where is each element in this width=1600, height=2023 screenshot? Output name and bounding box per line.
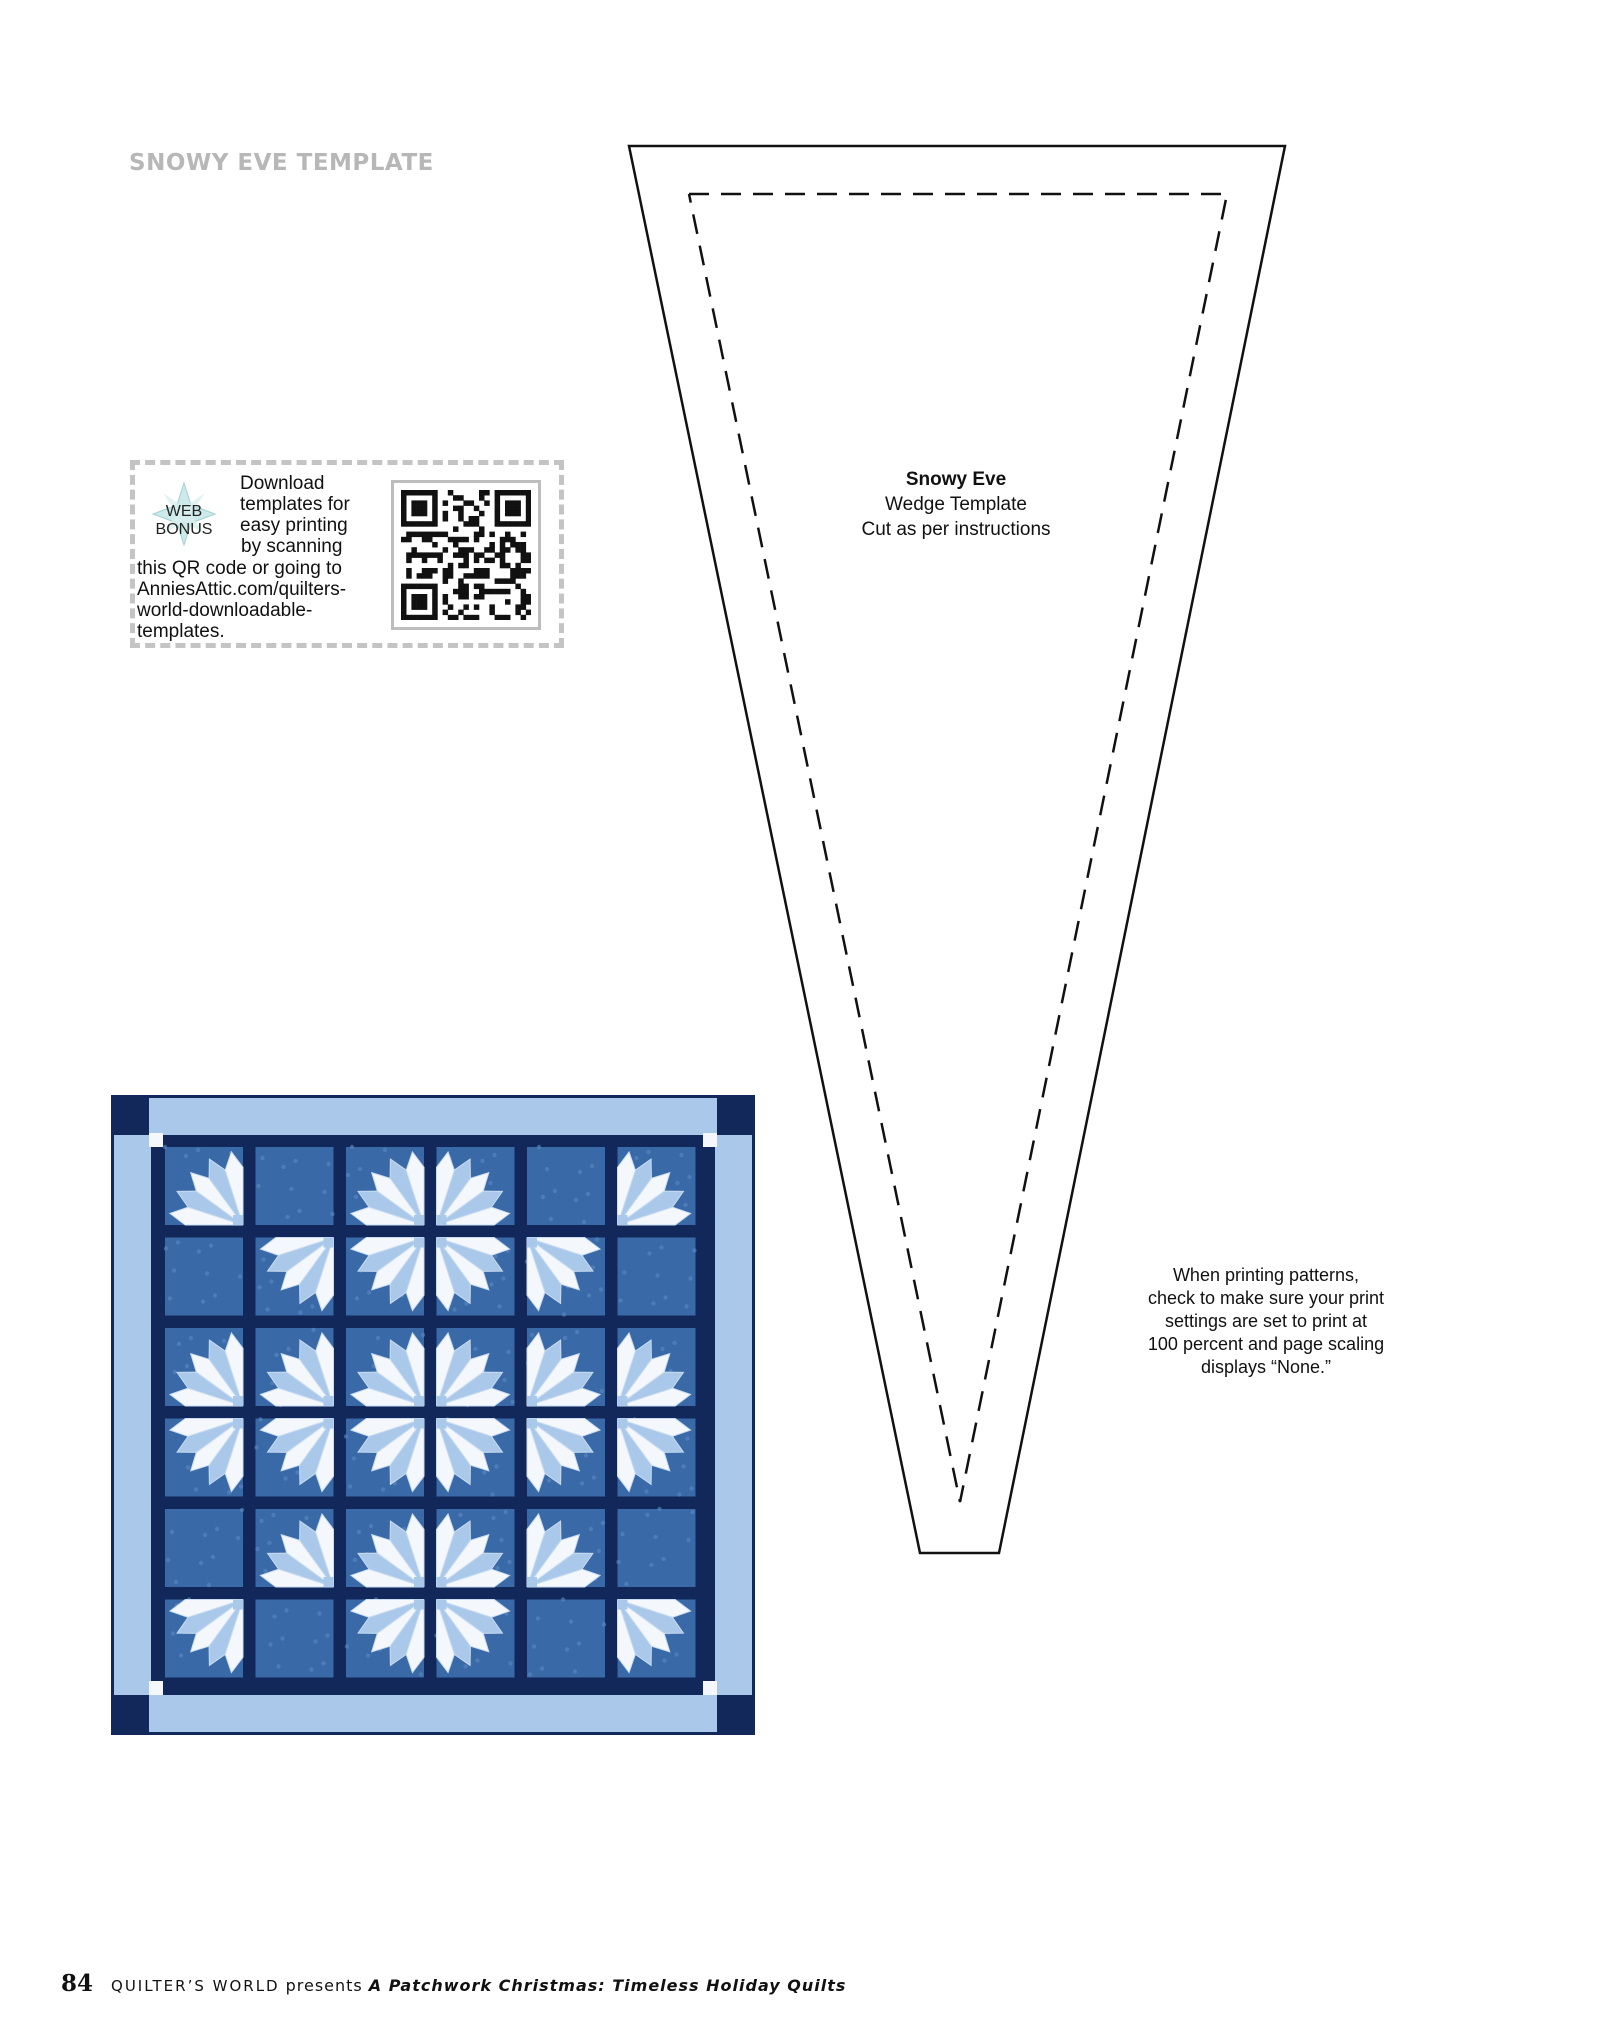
web-bonus-url[interactable]: world-downloadable- xyxy=(137,600,313,621)
footer-presents: presents xyxy=(285,1976,363,1995)
footer-book-title: A Patchwork Christmas: Timeless Holiday Quilts xyxy=(368,1976,847,1995)
web-bonus-line: this QR code or going to xyxy=(137,558,342,579)
footer-brand: QUILTER’S WORLD xyxy=(111,1977,280,1995)
page-footer xyxy=(61,1970,846,1997)
page-number: 84 xyxy=(61,1970,94,1997)
web-bonus-url[interactable]: AnniesAttic.com/quilters- xyxy=(137,579,347,600)
web-bonus-label-2: BONUS xyxy=(155,521,213,538)
print-note-line: settings are set to print at xyxy=(1164,1311,1368,1331)
web-bonus-line: templates for xyxy=(240,494,350,515)
template-label xyxy=(826,467,1086,542)
template-instruction: Cut as per instructions xyxy=(861,519,1051,540)
print-note-line: check to make sure your print xyxy=(1147,1288,1385,1308)
web-bonus-label-1: WEB xyxy=(165,503,203,520)
web-bonus-line: by scanning xyxy=(241,536,343,557)
print-note xyxy=(1116,1264,1416,1379)
template-title: Snowy Eve xyxy=(905,469,1007,490)
print-note-line: When printing patterns, xyxy=(1172,1265,1360,1285)
section-title: SNOWY EVE TEMPLATE xyxy=(129,150,434,176)
print-note-line: displays “None.” xyxy=(1200,1357,1332,1377)
web-bonus-url[interactable]: templates. xyxy=(137,621,225,642)
web-bonus-line: Download xyxy=(240,473,325,494)
web-bonus-line: easy printing xyxy=(240,515,348,536)
print-note-line: 100 percent and page scaling xyxy=(1147,1334,1385,1354)
template-subtitle: Wedge Template xyxy=(885,494,1027,515)
quilt-photo xyxy=(111,1095,755,1735)
